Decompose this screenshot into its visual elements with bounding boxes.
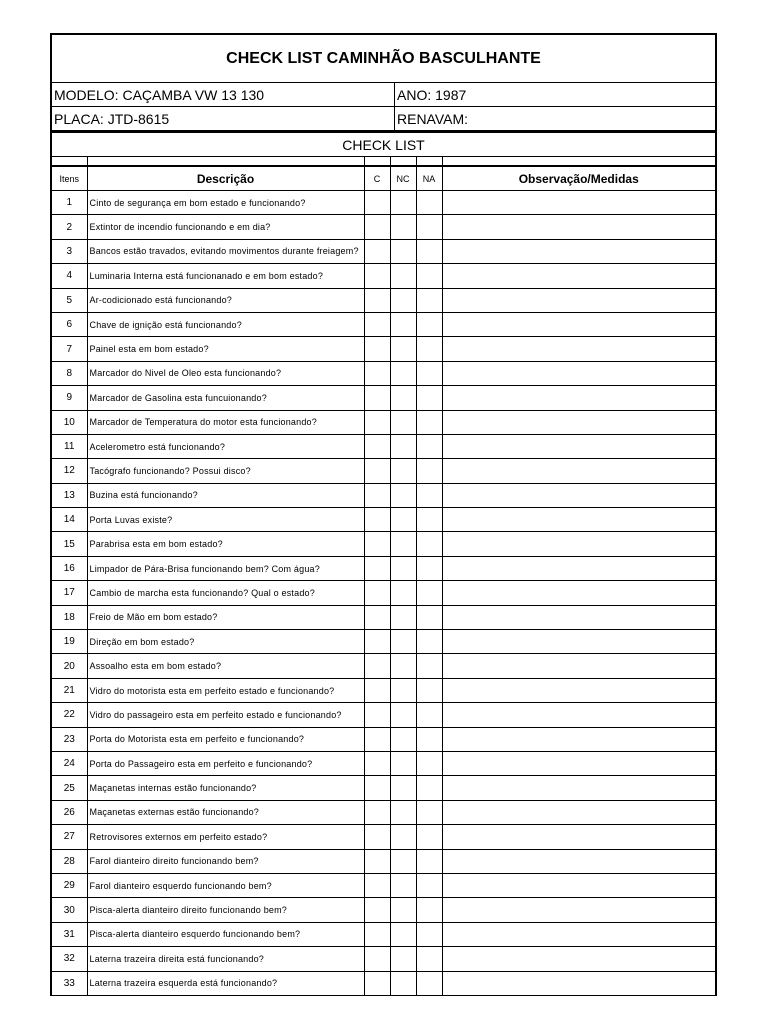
observation-cell[interactable] [442,215,716,239]
check-c-cell[interactable] [364,654,390,678]
observation-cell[interactable] [442,849,716,873]
check-c-cell[interactable] [364,191,390,215]
table-row [51,434,716,458]
item-number: 11 [51,434,87,458]
item-description: Extintor de incendio funcionando e em dia? [87,215,364,239]
check-c-cell[interactable] [364,898,390,922]
table-row [51,556,716,580]
check-nc-cell[interactable] [390,459,416,483]
check-c-cell[interactable] [364,556,390,580]
check-nc-cell[interactable] [390,239,416,263]
table-header-row [51,167,716,191]
item-number: 18 [51,605,87,629]
item-number: 3 [51,239,87,263]
check-na-cell[interactable] [416,459,442,483]
check-c-cell[interactable] [364,751,390,775]
check-na-cell[interactable] [416,873,442,897]
item-description: Farol dianteiro direito funcionando bem? [87,849,364,873]
observation-cell[interactable] [442,264,716,288]
header-descricao: Descrição [87,167,364,191]
check-na-cell[interactable] [416,239,442,263]
check-c-cell[interactable] [364,434,390,458]
table-row [51,386,716,410]
table-row [51,654,716,678]
check-c-cell[interactable] [364,605,390,629]
check-na-cell[interactable] [416,191,442,215]
check-na-cell[interactable] [416,215,442,239]
item-number: 7 [51,337,87,361]
check-c-cell[interactable] [364,312,390,336]
item-number: 25 [51,776,87,800]
table-row [51,508,716,532]
check-nc-cell[interactable] [390,922,416,946]
item-description: Luminaria Interna está funcionanado e em bom estado? [87,264,364,288]
item-description: Vidro do passageiro esta em perfeito estado e funcionando? [87,703,364,727]
check-nc-cell[interactable] [390,898,416,922]
item-number: 19 [51,630,87,654]
check-c-cell[interactable] [364,337,390,361]
header-nc: NC [390,167,416,191]
table-row [51,264,716,288]
check-nc-cell[interactable] [390,800,416,824]
observation-cell[interactable] [442,556,716,580]
item-description: Marcador do Nivel de Oleo esta funcionando? [87,361,364,385]
item-number: 2 [51,215,87,239]
check-na-cell[interactable] [416,508,442,532]
table-row [51,361,716,385]
checklist-sheet [50,33,717,996]
item-description: Acelerometro está funcionando? [87,434,364,458]
item-description: Pisca-alerta dianteiro esquerdo funcionando bem? [87,922,364,946]
item-number: 5 [51,288,87,312]
check-na-cell[interactable] [416,678,442,702]
item-description: Maçanetas externas estão funcionando? [87,800,364,824]
observation-cell[interactable] [442,191,716,215]
item-number: 26 [51,800,87,824]
observation-cell[interactable] [442,288,716,312]
check-c-cell[interactable] [364,873,390,897]
observation-cell[interactable] [442,630,716,654]
check-nc-cell[interactable] [390,288,416,312]
check-na-cell[interactable] [416,337,442,361]
item-number: 8 [51,361,87,385]
item-number: 6 [51,312,87,336]
observation-cell[interactable] [442,703,716,727]
check-nc-cell[interactable] [390,751,416,775]
check-c-cell[interactable] [364,971,390,995]
item-number: 24 [51,751,87,775]
check-c-cell[interactable] [364,849,390,873]
check-c-cell[interactable] [364,483,390,507]
check-nc-cell[interactable] [390,508,416,532]
item-description: Limpador de Pára-Brisa funcionando bem? Com água? [87,556,364,580]
item-number: 14 [51,508,87,532]
checklist-rows [51,191,716,996]
item-number: 17 [51,581,87,605]
item-number: 27 [51,825,87,849]
table-row [51,873,716,897]
check-nc-cell[interactable] [390,947,416,971]
check-nc-cell[interactable] [390,264,416,288]
table-row [51,483,716,507]
header-observacao: Observação/Medidas [442,167,716,191]
observation-cell[interactable] [442,386,716,410]
check-nc-cell[interactable] [390,873,416,897]
observation-cell[interactable] [442,410,716,434]
check-na-cell[interactable] [416,556,442,580]
check-c-cell[interactable] [364,947,390,971]
observation-cell[interactable] [442,873,716,897]
table-row [51,703,716,727]
check-na-cell[interactable] [416,532,442,556]
item-description: Porta do Passageiro esta em perfeito e funcionando? [87,751,364,775]
check-nc-cell[interactable] [390,483,416,507]
modelo-field: MODELO: CAÇAMBA VW 13 130 [52,83,395,106]
observation-cell[interactable] [442,532,716,556]
item-description: Ar-codicionado está funcionando? [87,288,364,312]
check-nc-cell[interactable] [390,556,416,580]
check-nc-cell[interactable] [390,215,416,239]
observation-cell[interactable] [442,678,716,702]
table-row [51,215,716,239]
check-na-cell[interactable] [416,654,442,678]
table-row [51,971,716,995]
item-description: Direção em bom estado? [87,630,364,654]
info-row-modelo [50,83,717,107]
item-number: 22 [51,703,87,727]
table-row [51,947,716,971]
check-c-cell[interactable] [364,532,390,556]
header-itens: Itens [51,167,87,191]
observation-cell[interactable] [442,727,716,751]
item-number: 9 [51,386,87,410]
table-row [51,532,716,556]
check-c-cell[interactable] [364,703,390,727]
observation-cell[interactable] [442,751,716,775]
item-description: Retrovisores externos em perfeito estado? [87,825,364,849]
item-description: Cambio de marcha esta funcionando? Qual o estado? [87,581,364,605]
item-description: Laterna trazeira esquerda está funcionando? [87,971,364,995]
item-description: Buzina está funcionando? [87,483,364,507]
table-row [51,459,716,483]
table-row [51,288,716,312]
observation-cell[interactable] [442,508,716,532]
item-description: Laterna trazeira direita está funcionando? [87,947,364,971]
item-description: Painel esta em bom estado? [87,337,364,361]
item-number: 10 [51,410,87,434]
check-na-cell[interactable] [416,630,442,654]
check-nc-cell[interactable] [390,605,416,629]
table-row [51,727,716,751]
item-description: Porta do Motorista esta em perfeito e funcionando? [87,727,364,751]
check-nc-cell[interactable] [390,410,416,434]
check-na-cell[interactable] [416,971,442,995]
observation-cell[interactable] [442,922,716,946]
item-number: 29 [51,873,87,897]
check-nc-cell[interactable] [390,776,416,800]
check-na-cell[interactable] [416,581,442,605]
check-c-cell[interactable] [364,264,390,288]
table-row [51,800,716,824]
item-number: 20 [51,654,87,678]
item-number: 28 [51,849,87,873]
item-number: 16 [51,556,87,580]
observation-cell[interactable] [442,434,716,458]
check-na-cell[interactable] [416,264,442,288]
observation-cell[interactable] [442,654,716,678]
check-nc-cell[interactable] [390,727,416,751]
check-nc-cell[interactable] [390,312,416,336]
check-na-cell[interactable] [416,922,442,946]
header-c: C [364,167,390,191]
check-c-cell[interactable] [364,922,390,946]
check-na-cell[interactable] [416,312,442,336]
item-description: Bancos estão travados, evitando movimentos durante freiagem? [87,239,364,263]
check-c-cell[interactable] [364,386,390,410]
check-c-cell[interactable] [364,776,390,800]
table-row [51,825,716,849]
item-description: Parabrisa esta em bom estado? [87,532,364,556]
table-row [51,898,716,922]
observation-cell[interactable] [442,825,716,849]
item-number: 4 [51,264,87,288]
table-row [51,751,716,775]
header-na: NA [416,167,442,191]
observation-cell[interactable] [442,459,716,483]
item-description: Assoalho esta em bom estado? [87,654,364,678]
check-nc-cell[interactable] [390,191,416,215]
check-na-cell[interactable] [416,386,442,410]
item-description: Marcador de Temperatura do motor esta funcionando? [87,410,364,434]
check-c-cell[interactable] [364,630,390,654]
check-c-cell[interactable] [364,288,390,312]
observation-cell[interactable] [442,337,716,361]
observation-cell[interactable] [442,776,716,800]
item-description: Marcador de Gasolina esta funcuionando? [87,386,364,410]
observation-cell[interactable] [442,312,716,336]
check-c-cell[interactable] [364,459,390,483]
check-na-cell[interactable] [416,483,442,507]
table-row [51,678,716,702]
check-na-cell[interactable] [416,410,442,434]
check-c-cell[interactable] [364,215,390,239]
item-description: Maçanetas internas estão funcionando? [87,776,364,800]
check-c-cell[interactable] [364,800,390,824]
check-c-cell[interactable] [364,239,390,263]
check-nc-cell[interactable] [390,361,416,385]
check-c-cell[interactable] [364,410,390,434]
check-nc-cell[interactable] [390,678,416,702]
observation-cell[interactable] [442,971,716,995]
check-c-cell[interactable] [364,581,390,605]
item-description: Porta Luvas existe? [87,508,364,532]
check-nc-cell[interactable] [390,630,416,654]
check-na-cell[interactable] [416,434,442,458]
check-na-cell[interactable] [416,849,442,873]
item-number: 33 [51,971,87,995]
observation-cell[interactable] [442,605,716,629]
observation-cell[interactable] [442,898,716,922]
table-row [51,191,716,215]
observation-cell[interactable] [442,581,716,605]
item-number: 30 [51,898,87,922]
item-number: 31 [51,922,87,946]
check-nc-cell[interactable] [390,971,416,995]
item-description: Vidro do motorista esta em perfeito estado e funcionando? [87,678,364,702]
table-row [51,849,716,873]
check-na-cell[interactable] [416,825,442,849]
check-na-cell[interactable] [416,727,442,751]
item-description: Tacógrafo funcionando? Possui disco? [87,459,364,483]
check-nc-cell[interactable] [390,581,416,605]
item-number: 12 [51,459,87,483]
check-c-cell[interactable] [364,727,390,751]
observation-cell[interactable] [442,361,716,385]
document-title: CHECK LIST CAMINHÃO BASCULHANTE [50,33,717,83]
check-na-cell[interactable] [416,751,442,775]
table-row [51,630,716,654]
item-description: Farol dianteiro esquerdo funcionando bem? [87,873,364,897]
check-na-cell[interactable] [416,898,442,922]
check-nc-cell[interactable] [390,386,416,410]
item-description: Pisca-alerta dianteiro direito funcionando bem? [87,898,364,922]
item-number: 21 [51,678,87,702]
section-title: CHECK LIST [50,131,717,157]
checklist-table [50,166,717,996]
observation-cell[interactable] [442,483,716,507]
renavam-field: RENAVAM: [397,110,469,127]
check-na-cell[interactable] [416,288,442,312]
spacer-row [50,157,717,166]
item-number: 32 [51,947,87,971]
check-c-cell[interactable] [364,678,390,702]
check-nc-cell[interactable] [390,532,416,556]
placa-field: PLACA: JTD-8615 [52,107,395,130]
check-nc-cell[interactable] [390,825,416,849]
check-nc-cell[interactable] [390,337,416,361]
observation-cell[interactable] [442,239,716,263]
table-row [51,312,716,336]
item-number: 13 [51,483,87,507]
check-nc-cell[interactable] [390,654,416,678]
table-row [51,337,716,361]
item-description: Cinto de segurança em bom estado e funcionando? [87,191,364,215]
observation-cell[interactable] [442,800,716,824]
item-description: Chave de ignição está funcionando? [87,312,364,336]
check-na-cell[interactable] [416,361,442,385]
check-na-cell[interactable] [416,800,442,824]
check-na-cell[interactable] [416,776,442,800]
item-number: 1 [51,191,87,215]
table-row [51,605,716,629]
table-row [51,922,716,946]
check-c-cell[interactable] [364,508,390,532]
check-nc-cell[interactable] [390,849,416,873]
check-na-cell[interactable] [416,605,442,629]
item-number: 15 [51,532,87,556]
item-description: Freio de Mão em bom estado? [87,605,364,629]
table-row [51,410,716,434]
check-c-cell[interactable] [364,825,390,849]
check-nc-cell[interactable] [390,434,416,458]
check-c-cell[interactable] [364,361,390,385]
ano-field: ANO: 1987 [397,86,467,103]
check-na-cell[interactable] [416,947,442,971]
table-row [51,581,716,605]
observation-cell[interactable] [442,947,716,971]
item-number: 23 [51,727,87,751]
check-nc-cell[interactable] [390,703,416,727]
table-row [51,239,716,263]
check-na-cell[interactable] [416,703,442,727]
table-row [51,776,716,800]
info-row-placa [50,107,717,131]
